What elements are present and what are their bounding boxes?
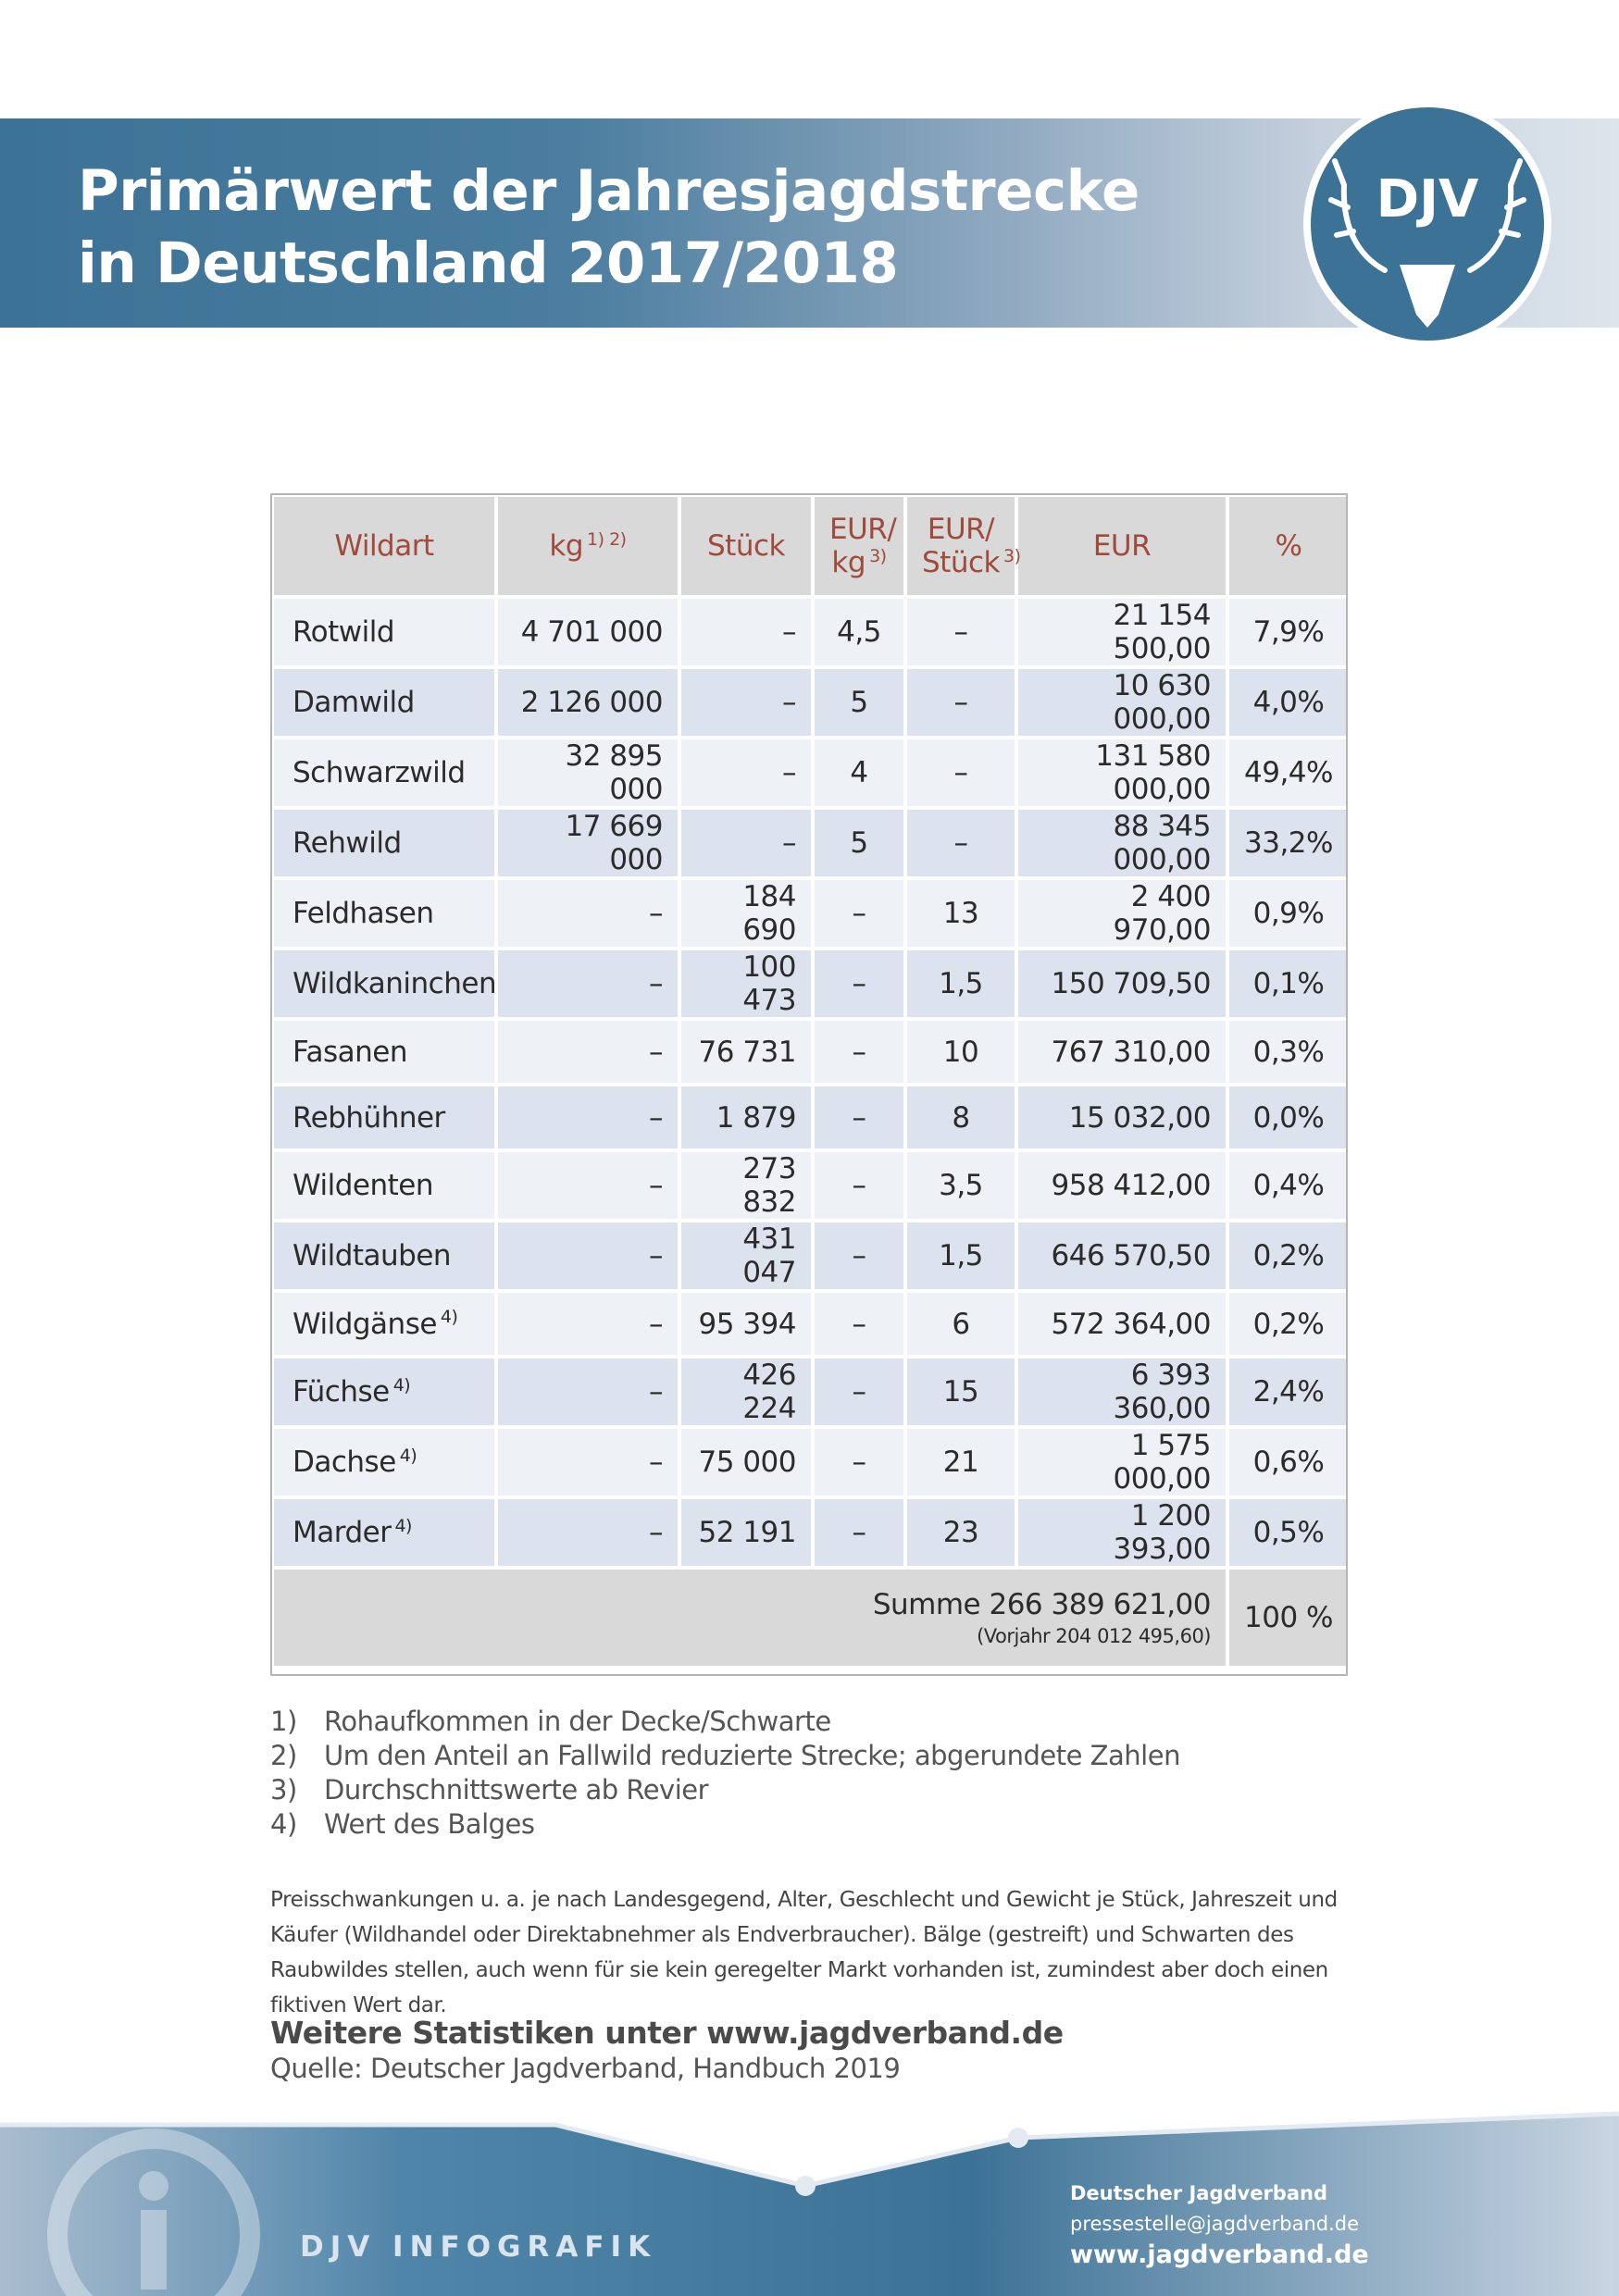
cell-pct: 0,3%: [1227, 1019, 1350, 1085]
cell-stueck: 75 000: [679, 1427, 813, 1497]
cell-stueck: 184 690: [679, 878, 813, 949]
cell-eur-kg: 5: [813, 667, 905, 738]
cell-eur-stueck: 1,5: [905, 1221, 1016, 1291]
table-row: [272, 1291, 1350, 1357]
cell-pct: 33,2%: [1227, 808, 1350, 878]
sum-total: Summe 266 389 621,00: [872, 1588, 1211, 1621]
table-row: [272, 1019, 1350, 1085]
cell-eur-kg: –: [813, 1019, 905, 1085]
cell-eur-stueck: 23: [905, 1497, 1016, 1568]
footnote-item: 2) Um den Anteil an Fallwild reduzierte Strecke; abgerundete Zahlen: [270, 1740, 1180, 1771]
table-row: [272, 738, 1350, 808]
cell-wildart: Wildkaninchen: [272, 949, 496, 1019]
cell-stueck: 95 394: [679, 1291, 813, 1357]
cell-kg: 2 126 000: [496, 667, 679, 738]
cell-wildart: Schwarzwild: [272, 738, 496, 808]
cell-eur: 958 412,00: [1016, 1150, 1227, 1221]
cell-kg: –: [496, 1497, 679, 1568]
cell-eur-stueck: 6: [905, 1291, 1016, 1357]
footnote-item: 4) Wert des Balges: [270, 1808, 535, 1840]
col-header-pct: %: [1227, 495, 1350, 597]
cell-eur-stueck: –: [905, 738, 1016, 808]
cell-kg: –: [496, 1357, 679, 1427]
col-header-eur-kg: EUR/ kg $^{3)}$: [813, 495, 905, 597]
cell-kg: –: [496, 1150, 679, 1221]
footer-org: Deutscher Jagdverband: [1070, 2182, 1327, 2204]
cell-pct: 49,4%: [1227, 738, 1350, 808]
cell-eur: 21 154 500,00: [1016, 597, 1227, 667]
cell-eur: 6 393 360,00: [1016, 1357, 1227, 1427]
cell-wildart: Dachse $^{4)}$: [272, 1427, 496, 1497]
cell-wildart: Fasanen: [272, 1019, 496, 1085]
cell-eur: 572 364,00: [1016, 1291, 1227, 1357]
table-row: [272, 1221, 1350, 1291]
cell-eur: 2 400 970,00: [1016, 878, 1227, 949]
data-table: [270, 493, 1351, 1669]
col-header-kg: kg $^{1) 2)}$: [496, 495, 679, 597]
cell-stueck: 76 731: [679, 1019, 813, 1085]
cell-eur-stueck: –: [905, 667, 1016, 738]
cell-eur: 646 570,50: [1016, 1221, 1227, 1291]
page-title: [78, 155, 1140, 300]
cell-eur-stueck: 8: [905, 1085, 1016, 1150]
sum-pct: 100 %: [1227, 1568, 1350, 1668]
cell-eur-stueck: 10: [905, 1019, 1016, 1085]
cell-eur-kg: –: [813, 1357, 905, 1427]
cell-eur-kg: 4: [813, 738, 905, 808]
footnote-ref: 4): [392, 1374, 411, 1396]
cell-wildart: Füchse $^{4)}$: [272, 1357, 496, 1427]
footnote-item: 3) Durchschnittswerte ab Revier: [270, 1774, 709, 1806]
cell-eur-stueck: 3,5: [905, 1150, 1016, 1221]
table-row: [272, 1150, 1350, 1221]
logo-text: DJV: [1376, 169, 1479, 230]
table-header-row: [272, 495, 1350, 597]
cell-wildart: Marder $^{4)}$: [272, 1497, 496, 1568]
cell-wildart: Rehwild: [272, 808, 496, 878]
cell-kg: 4 701 000: [496, 597, 679, 667]
cell-eur-kg: –: [813, 1221, 905, 1291]
cell-eur-stueck: 21: [905, 1427, 1016, 1497]
cell-stueck: 52 191: [679, 1497, 813, 1568]
cell-eur: 88 345 000,00: [1016, 808, 1227, 878]
cell-eur: 1 200 393,00: [1016, 1497, 1227, 1568]
table-row: [272, 1497, 1350, 1568]
cell-eur-stueck: 1,5: [905, 949, 1016, 1019]
footnote-ref: 4): [394, 1515, 412, 1536]
cell-pct: 0,1%: [1227, 949, 1350, 1019]
cell-eur-kg: –: [813, 1497, 905, 1568]
cell-eur-kg: –: [813, 1291, 905, 1357]
cell-stueck: 1 879: [679, 1085, 813, 1150]
price-note: Preisschwankungen u. a. je nach Landesgegend, Alter, Geschlecht und Gewicht je Stück, Jahreszeit und Käufer (Wildhandel oder Direktabnehmer als Endverbraucher). Bälge (gestreift) und Schwarten des Raubwildes stellen, auch wenn für sie kein geregelter Markt vorhanden ist, zumindest aber doch einen fiktiven Wert dar.: [270, 1888, 1338, 2017]
col-header-stueck: Stück: [679, 495, 813, 597]
cell-wildart: Rotwild: [272, 597, 496, 667]
cell-wildart: Wildenten: [272, 1150, 496, 1221]
title-line-2: in Deutschland 2017/2018: [78, 230, 899, 296]
footer-email[interactable]: pressestelle@jagdverband.de: [1070, 2213, 1360, 2235]
cell-stueck: 100 473: [679, 949, 813, 1019]
cell-wildart: Wildgänse $^{4)}$: [272, 1291, 496, 1357]
source-note: Quelle: Deutscher Jagdverband, Handbuch 2019: [270, 2053, 901, 2084]
cell-eur-kg: –: [813, 1150, 905, 1221]
cell-kg: 17 669 000: [496, 808, 679, 878]
cell-eur-stueck: 13: [905, 878, 1016, 949]
cell-wildart: Rebhühner: [272, 1085, 496, 1150]
cell-eur: 1 575 000,00: [1016, 1427, 1227, 1497]
cell-stueck: 426 224: [679, 1357, 813, 1427]
title-line-1: Primärwert der Jahresjagdstrecke: [78, 158, 1140, 224]
footnote-item: 1) Rohaufkommen in der Decke/Schwarte: [270, 1706, 831, 1737]
cell-kg: –: [496, 949, 679, 1019]
cell-stueck: –: [679, 597, 813, 667]
cell-stueck: 431 047: [679, 1221, 813, 1291]
table-sum-row: [272, 1568, 1350, 1668]
cell-pct: 0,6%: [1227, 1427, 1350, 1497]
cell-kg: –: [496, 1427, 679, 1497]
data-table-wrapper: [270, 493, 1348, 1669]
cell-pct: 2,4%: [1227, 1357, 1350, 1427]
cell-wildart: Damwild: [272, 667, 496, 738]
cell-pct: 0,9%: [1227, 878, 1350, 949]
cell-kg: –: [496, 1291, 679, 1357]
footer-label: DJV INFOGRAFIK: [300, 2230, 657, 2264]
table-row: [272, 597, 1350, 667]
cell-eur-kg: –: [813, 1427, 905, 1497]
cell-eur-kg: –: [813, 1085, 905, 1150]
djv-logo: [1300, 96, 1555, 352]
table-row: [272, 808, 1350, 878]
cell-eur-kg: –: [813, 949, 905, 1019]
sum-prev-year: (Vorjahr 204 012 495,60): [977, 1625, 1211, 1647]
cell-eur-kg: 4,5: [813, 597, 905, 667]
footer-band: [0, 2101, 1619, 2296]
cell-pct: 0,0%: [1227, 1085, 1350, 1150]
cell-eur: 10 630 000,00: [1016, 667, 1227, 738]
cell-stueck: –: [679, 808, 813, 878]
cell-kg: 32 895 000: [496, 738, 679, 808]
cell-stueck: 273 832: [679, 1150, 813, 1221]
cell-eur-stueck: –: [905, 808, 1016, 878]
cell-kg: –: [496, 1019, 679, 1085]
cell-pct: 0,4%: [1227, 1150, 1350, 1221]
more-stats-link[interactable]: Weitere Statistiken unter www.jagdverband.de: [270, 2015, 1064, 2051]
cell-eur: 15 032,00: [1016, 1085, 1227, 1150]
cell-pct: 0,5%: [1227, 1497, 1350, 1568]
footnote-ref: 4): [399, 1445, 417, 1466]
table-row: [272, 1357, 1350, 1427]
cell-stueck: –: [679, 667, 813, 738]
table-row: [272, 1427, 1350, 1497]
cell-eur-stueck: 15: [905, 1357, 1016, 1427]
table-row: [272, 667, 1350, 738]
cell-eur: 131 580 000,00: [1016, 738, 1227, 808]
cell-wildart: Feldhasen: [272, 878, 496, 949]
cell-eur: 767 310,00: [1016, 1019, 1227, 1085]
cell-eur-stueck: –: [905, 597, 1016, 667]
table-row: [272, 949, 1350, 1019]
col-header-wildart: Wildart: [272, 495, 496, 597]
col-header-eur: EUR: [1016, 495, 1227, 597]
footer-website[interactable]: www.jagdverband.de: [1070, 2240, 1369, 2269]
cell-kg: –: [496, 878, 679, 949]
cell-stueck: –: [679, 738, 813, 808]
cell-kg: –: [496, 1085, 679, 1150]
col-header-eur-stueck: EUR/ Stück $^{3)}$: [905, 495, 1016, 597]
cell-eur-kg: –: [813, 878, 905, 949]
cell-pct: 4,0%: [1227, 667, 1350, 738]
cell-eur: 150 709,50: [1016, 949, 1227, 1019]
table-row: [272, 878, 1350, 949]
cell-wildart: Wildtauben: [272, 1221, 496, 1291]
cell-pct: 0,2%: [1227, 1291, 1350, 1357]
sum-cell: [272, 1568, 1227, 1668]
footer-contact: [1070, 2178, 1369, 2270]
cell-kg: –: [496, 1221, 679, 1291]
cell-pct: 7,9%: [1227, 597, 1350, 667]
footnotes: [270, 1705, 1180, 1842]
footnote-ref: 4): [440, 1307, 458, 1328]
cell-eur-kg: 5: [813, 808, 905, 878]
table-row: [272, 1085, 1350, 1150]
cell-pct: 0,2%: [1227, 1221, 1350, 1291]
